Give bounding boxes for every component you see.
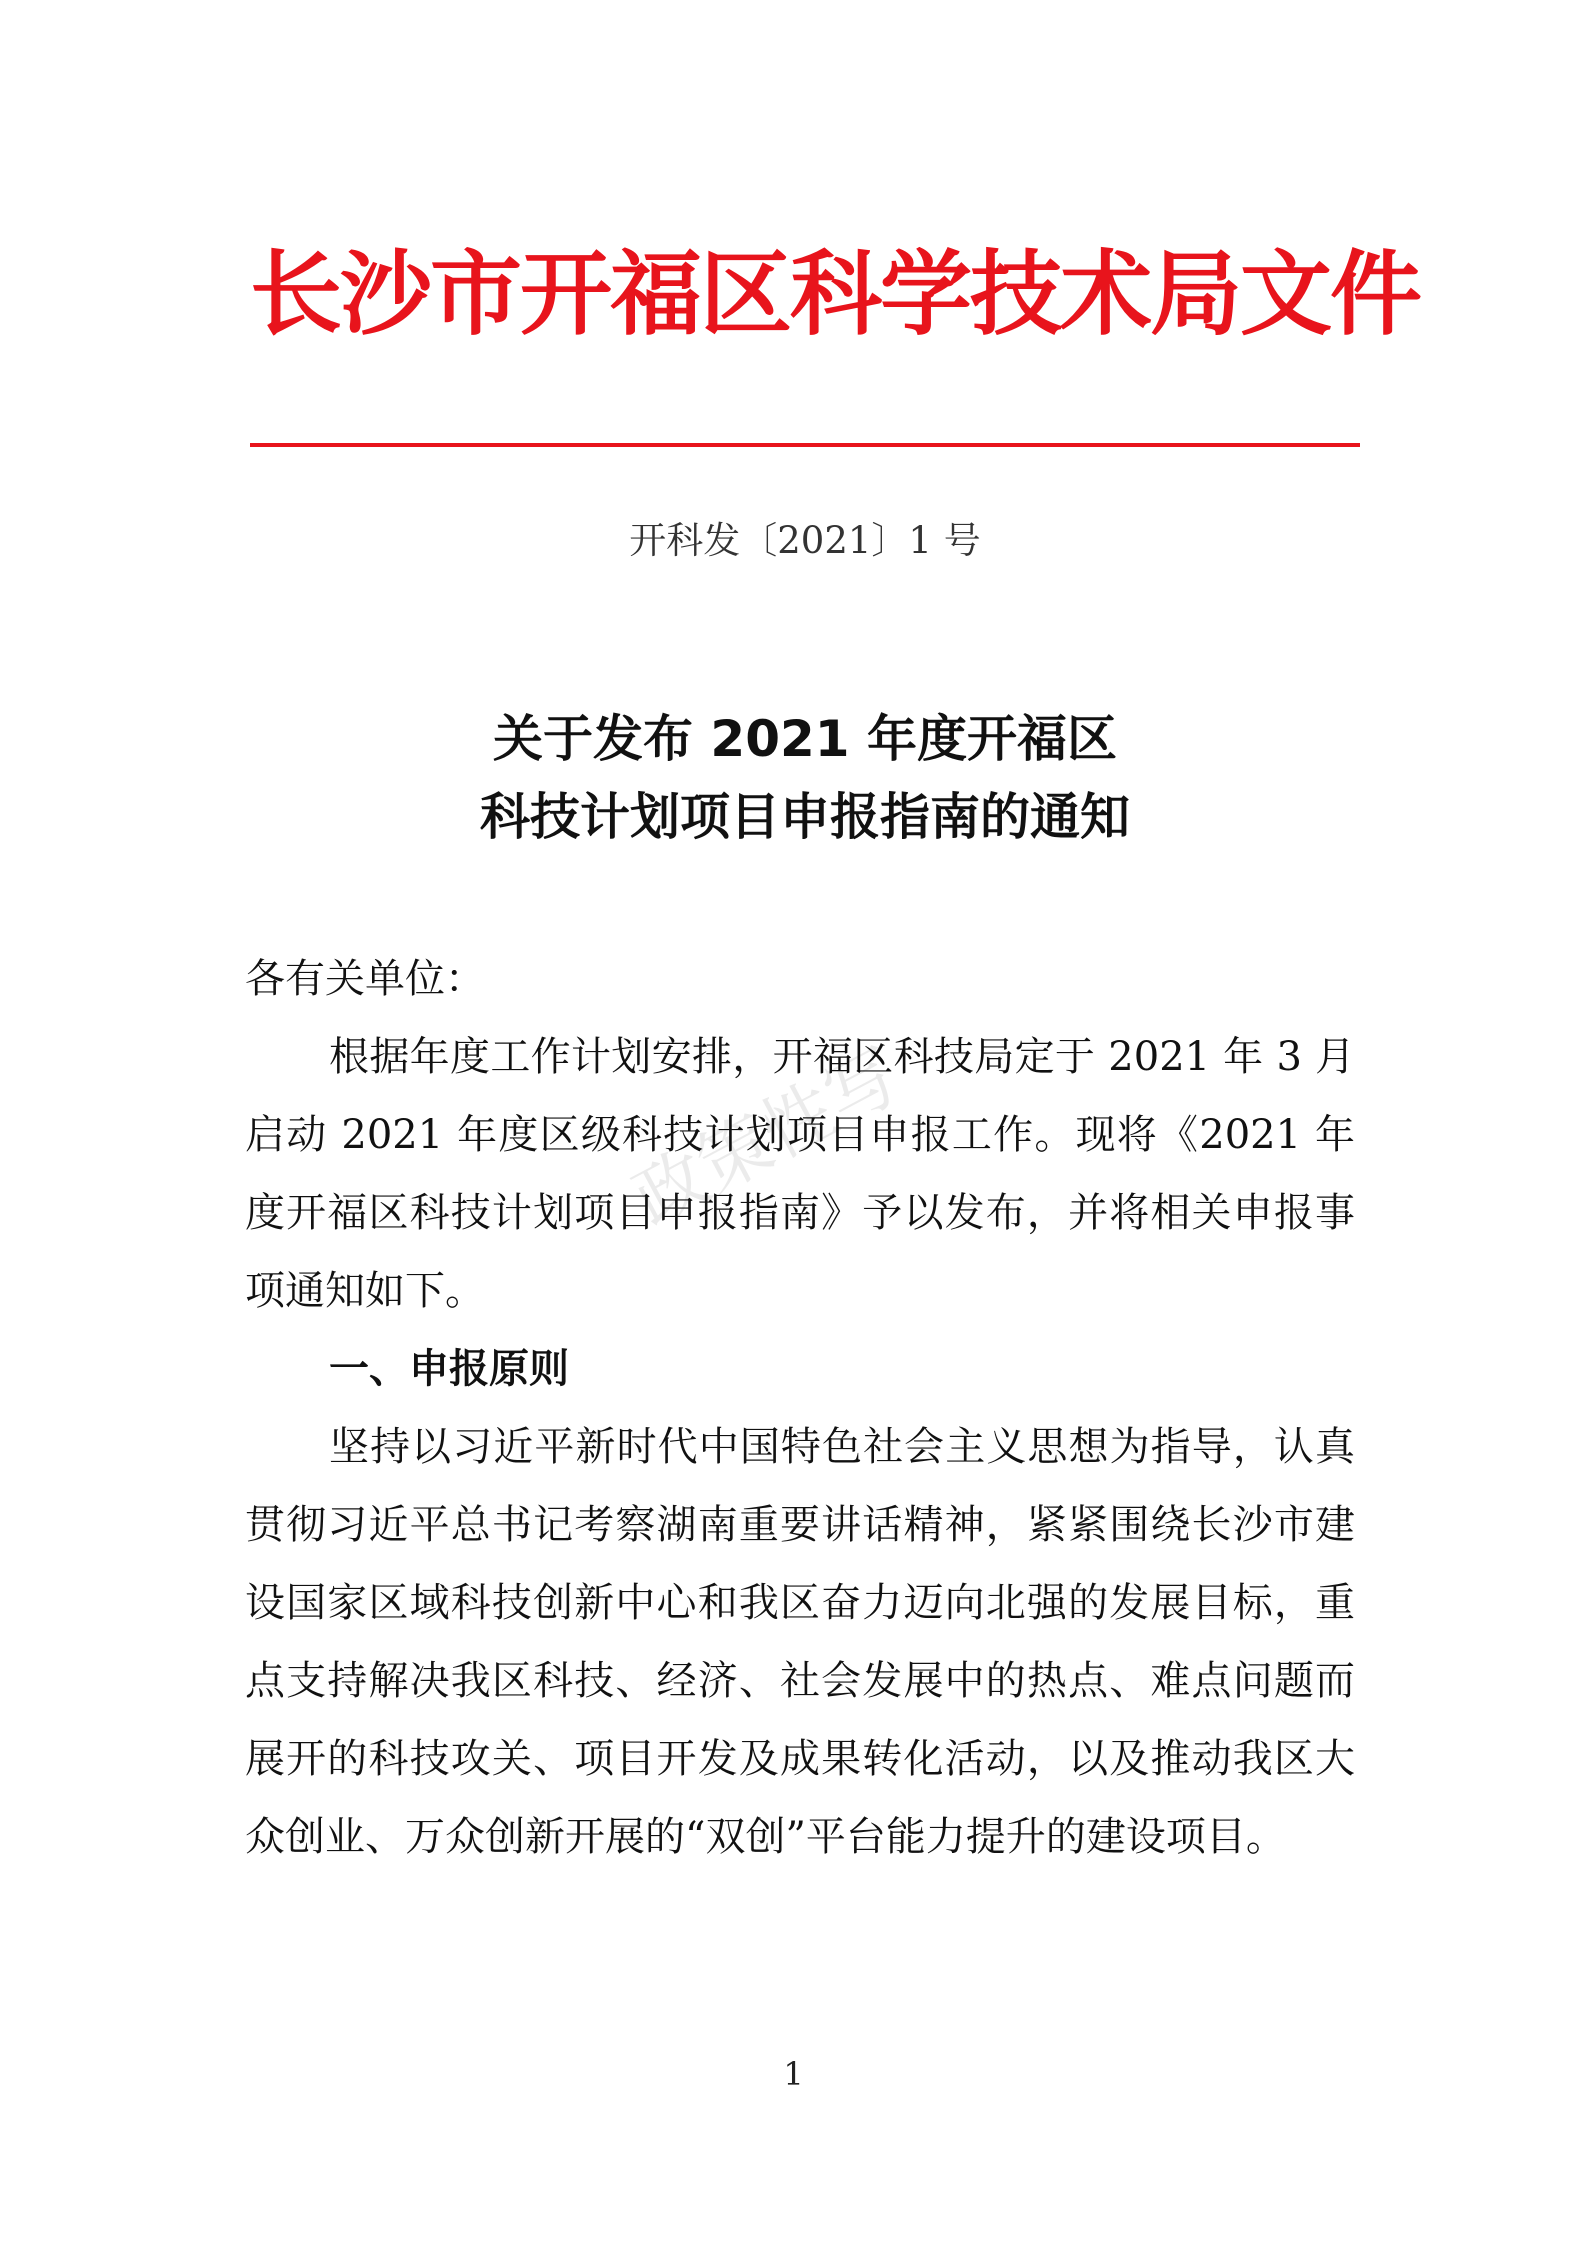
paragraph-principles: 坚持以习近平新时代中国特色社会主义思想为指导，认真贯彻习近平总书记考察湖南重要讲话精神，紧紧围绕长沙市建设国家区域科技创新中心和我区奋力迈向北强的发展目标，重点支持解决我区科技、经济、社会发展中的热点、难点问题而展开的科技攻关、项目开发及成果转化活动，以及推动我区大众创业、万众创新开展的“双创”平台能力提升的建设项目。 — [245, 1424, 1355, 1860]
issuing-authority-header: 长沙市开福区科学技术局文件 — [250, 241, 1421, 348]
title-line-1: 关于发布 2021 年度开福区 — [493, 710, 1117, 768]
document-title — [250, 700, 1360, 856]
red-divider-line — [250, 443, 1360, 447]
watermark: 政策性写 — [619, 1032, 914, 1242]
section-heading-principles: 一、申报原则 — [329, 1346, 569, 1392]
title-line-2: 科技计划项目申报指南的通知 — [480, 788, 1130, 846]
document-body — [245, 940, 1355, 1876]
paragraph-intro: 根据年度工作计划安排，开福区科技局定于 2021 年 3 月启动 2021 年度区级科技计划项目申报工作。现将《2021 年度开福区科技计划项目申报指南》予以发布，并将相关申报事项通知如下。 — [245, 1034, 1355, 1314]
page-number: 1 — [783, 2055, 804, 2093]
document-number: 开科发〔2021〕1 号 — [629, 519, 981, 562]
salutation: 各有关单位： — [245, 956, 485, 1002]
